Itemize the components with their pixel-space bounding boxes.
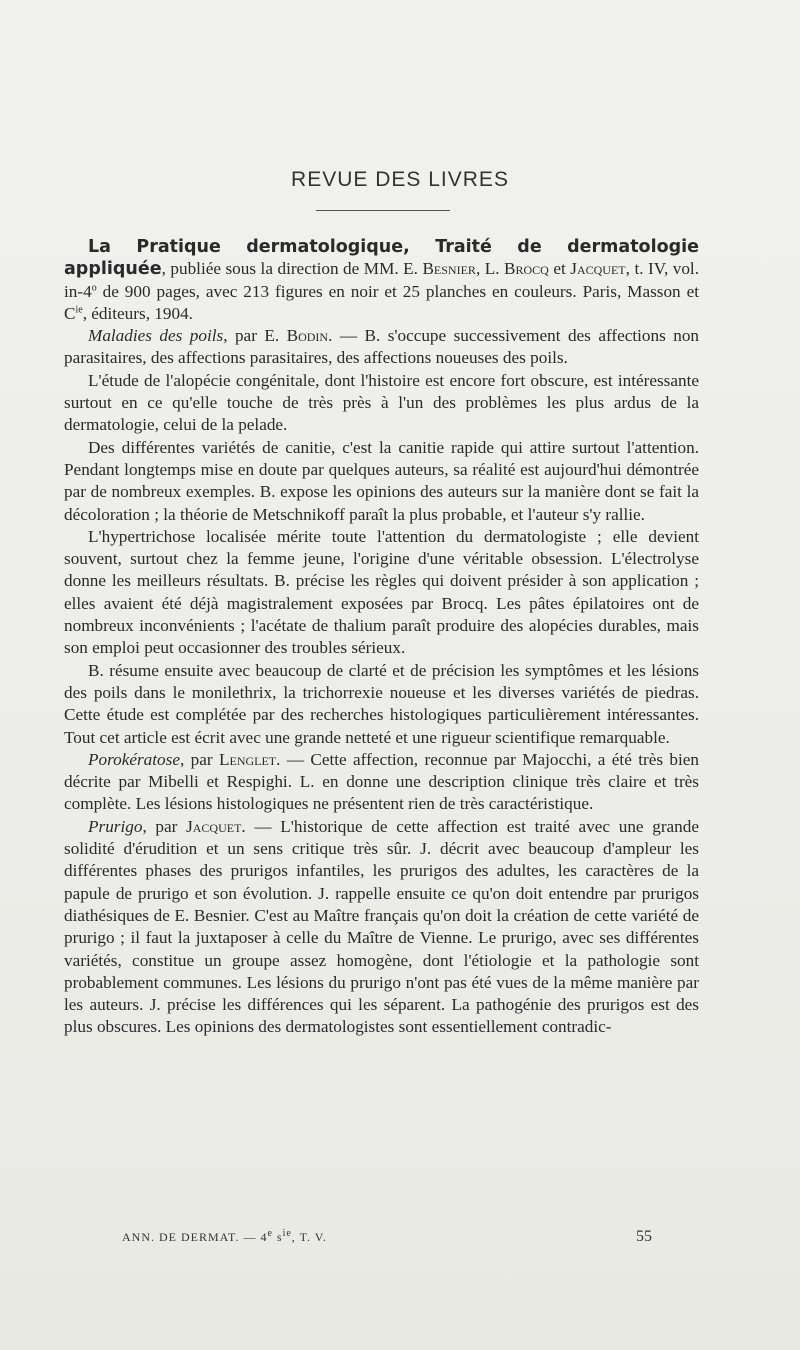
journal-text: , T. V. (291, 1230, 327, 1244)
book-reference-text: et (548, 259, 571, 279)
paragraph (64, 749, 699, 816)
section-title: REVUE DES LIVRES (291, 168, 509, 191)
paragraph-text: , par (142, 816, 187, 836)
chapter-title: Maladies des poils (88, 326, 224, 346)
article-body (64, 236, 699, 1039)
book-reference-text: , éditeurs, 1904. (82, 303, 193, 323)
superscript: o (91, 281, 97, 293)
paragraph (64, 325, 699, 370)
book-reference-text: de 900 pages, avec 213 figures en noir et 25 planches en couleurs. Paris, Masson et C (64, 281, 699, 323)
paragraph: L'hypertrichose localisée mérite toute l'attention du dermatologiste ; elle devient souvent, surtout chez la femme jeune, l'origine d'une véritable obsession. L'électrolyse donne les meilleurs résultats. B. précise les règles qui doivent présider à son application ; elles avaient été déjà magistralement exposées par Brocq. Les pâtes épilatoires ont de nombreux inconvénients ; l'acétate de thalium paraît produire des alopécies durables, mais son emploi peut occasionner des troubles sérieux. (64, 526, 699, 658)
book-reference (64, 236, 699, 325)
paragraph: L'étude de l'alopécie congénitale, dont l'histoire est encore fort obscure, est intéressante surtout en ce qu'elle touche de très près à l'un des problèmes les plus ardus de la dermatologie, celui de la pelade. (64, 370, 699, 435)
journal-reference (122, 1230, 327, 1245)
book-reference-text: , L. (475, 259, 505, 279)
author-name: Bodin (286, 326, 329, 346)
book-reference-text: , publiée sous la direction de MM. E. (161, 259, 423, 279)
book-title: La Pratique dermatologique, Traité de dermatologie appliquée (64, 237, 699, 280)
author-name: Lenglet (218, 749, 277, 769)
journal-text: s (272, 1230, 283, 1244)
superscript: e (267, 1228, 273, 1239)
paragraph: Des différentes variétés de canitie, c'est la canitie rapide qui attire surtout l'attention. Pendant longtemps mise en doute par quelques auteurs, sa réalité est aujourd'hui démontrée par de nombreux exemples. B. expose les opinions des auteurs sur la manière dont se fait la décoloration ; la théorie de Metschnikoff paraît la plus probable, et l'auteur s'y rallie. (64, 437, 699, 524)
title-divider (316, 210, 450, 211)
paragraph-text: . — L'historique de cette affection est traité avec une grande solidité d'érudition et un sens critique très sûr. J. décrit avec beaucoup d'ampleur les différentes phases des prurigos infantiles, les prurigos des adultes, les caractères de la papule de prurigo et son évolution. J. rappelle ensuite ce qu'on doit entendre par prurigos diathésiques de E. Besnier. C'est au Maître français qu'on doit la création de cette variété de prurigo ; il faut la juxtaposer à celle du Maître de Vienne. Le prurigo, avec ses différentes variétés, constitue un groupe assez homogène, dont l'étiologie et la pathologie sont probablement communes. Les lésions du prurigo n'ont pas été vues de la même manière par les auteurs. J. précise les différences qui les séparent. La pathogénie des prurigos est des plus obscures. Les opinions des dermatologistes sont essentiellement contradic- (64, 816, 699, 1037)
author-name: Jacquet (186, 816, 242, 836)
paragraph (64, 816, 699, 1039)
author-name: Brocq (504, 259, 549, 279)
chapter-title: Porokératose (88, 749, 180, 769)
author-name: Jacquet (570, 259, 626, 279)
paragraph-text: , par (179, 749, 219, 769)
book-reference-text: , t. IV, vol. in-4 (64, 259, 700, 301)
paragraph-text: , par E. (223, 326, 287, 346)
author-name: Besnier (422, 259, 476, 279)
paragraph: B. résume ensuite avec beaucoup de clarté et de précision les symptômes et les lésions des poils dans le monilethrix, la trichorrexie noueuse et les diverses variétés de piedras. Cette étude est complétée par des recherches histologiques particulièrement intéressantes. Tout cet article est écrit avec une grande netteté et une rigueur scientifique remarquable. (64, 660, 699, 747)
superscript: ie (75, 304, 83, 316)
page-number: 55 (636, 1228, 652, 1245)
paragraph-text: . — Cette affection, reconnue par Majocchi, a été très bien décrite par Mibelli et Respighi. L. en donne une description clinique très claire et très complète. Les lésions histologiques ne présentent rien de très caractéristique. (64, 749, 699, 814)
journal-text: ANN. DE DERMAT. — 4 (122, 1230, 268, 1244)
superscript: ie (282, 1228, 292, 1239)
chapter-title: Prurigo (88, 816, 143, 836)
paragraph-text: . — B. s'occupe successivement des affections non parasitaires, des affections parasitaires, des affections noueuses des poils. (64, 326, 700, 368)
